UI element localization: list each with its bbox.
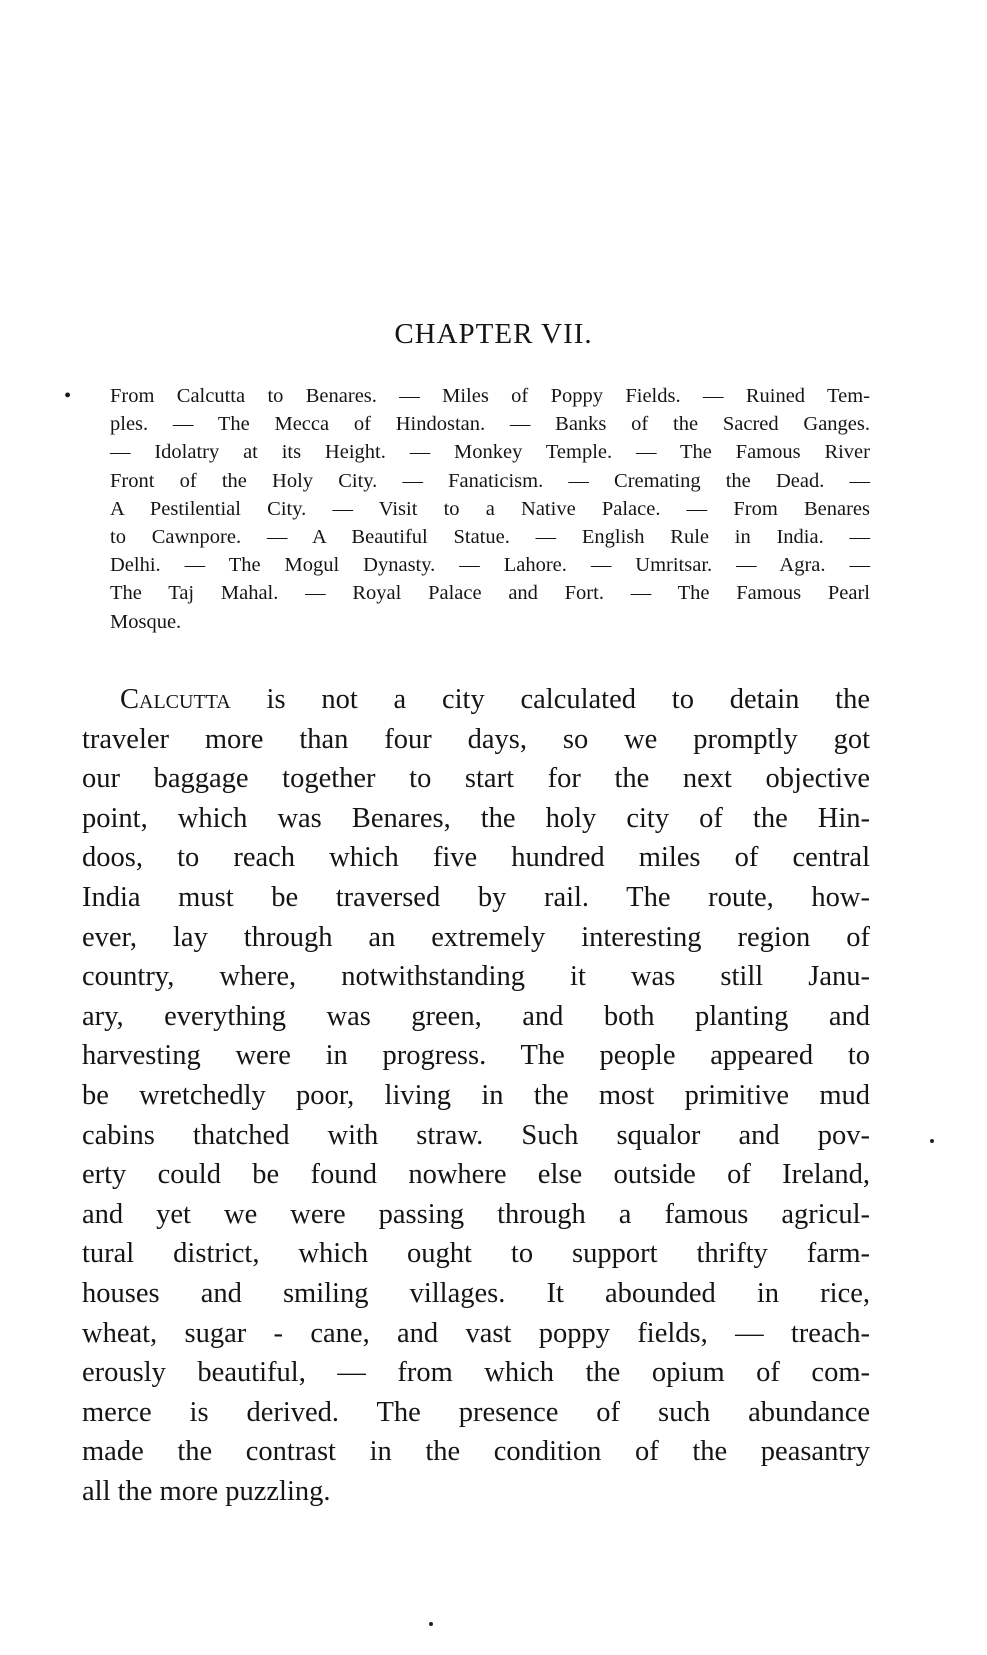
- synopsis-line: Mosque.: [110, 610, 182, 633]
- body-line: made the contrast in the condition of the peasantry: [82, 1436, 870, 1468]
- body-line: ary, everything was green, and both planting and: [82, 1000, 870, 1032]
- body-paragraph: [82, 680, 870, 1511]
- body-line: merce is derived. The presence of such abundance: [82, 1396, 870, 1428]
- body-line: ever, lay through an extremely interesting region of: [82, 921, 870, 953]
- synopsis-bullet: •: [64, 385, 72, 407]
- body-line: houses and smiling villages. It abounded in rice,: [82, 1277, 870, 1309]
- synopsis-line: The Taj Mahal. — Royal Palace and Fort. — The Famous Pearl: [110, 582, 870, 605]
- body-line: be wretchedly poor, living in the most primitive mud: [82, 1079, 870, 1111]
- body-line: point, which was Benares, the holy city of the Hin-: [82, 802, 870, 834]
- margin-speck: [930, 1139, 934, 1143]
- body-line: tural district, which ought to support thrifty farm-: [82, 1238, 870, 1270]
- synopsis-line: to Cawnpore. — A Beautiful Statue. — English Rule in India. —: [110, 526, 870, 549]
- body-line: doos, to reach which five hundred miles of central: [82, 842, 870, 874]
- body-line: wheat, sugar - cane, and vast poppy fields, — treach-: [82, 1317, 870, 1349]
- body-line: harvesting were in progress. The people appeared to: [82, 1040, 870, 1072]
- body-line: erously beautiful, — from which the opium of com-: [82, 1357, 870, 1389]
- body-line: erty could be found nowhere else outside of Ireland,: [82, 1159, 870, 1191]
- body-line: [82, 680, 870, 720]
- synopsis-line: Front of the Holy City. — Fanaticism. — Cremating the Dead. —: [110, 469, 870, 492]
- synopsis-line: — Idolatry at its Height. — Monkey Temple. — The Famous River: [110, 441, 870, 464]
- body-line: and yet we were passing through a famous agricul-: [82, 1198, 870, 1230]
- body-line: our baggage together to start for the next objective: [82, 763, 870, 795]
- first-line-text: is not a city calculated to detain the: [230, 684, 870, 715]
- chapter-synopsis: [64, 382, 870, 636]
- body-line: traveler more than four days, so we promptly got: [82, 723, 870, 755]
- body-line: cabins thatched with straw. Such squalor and pov-: [82, 1119, 870, 1151]
- synopsis-line: ples. — The Mecca of Hindostan. — Banks of the Sacred Ganges.: [110, 413, 870, 436]
- footer-speck: [429, 1622, 433, 1626]
- synopsis-line: Delhi. — The Mogul Dynasty. — Lahore. — Umritsar. — Agra. —: [110, 554, 870, 577]
- body-line: country, where, notwithstanding it was still Janu-: [82, 961, 870, 993]
- body-line: all the more puzzling.: [82, 1475, 331, 1507]
- opening-word: Calcutta: [120, 684, 231, 715]
- chapter-heading: CHAPTER VII.: [394, 318, 593, 350]
- body-line: India must be traversed by rail. The route, how-: [82, 881, 870, 913]
- synopsis-line: From Calcutta to Benares. — Miles of Poppy Fields. — Ruined Tem-: [110, 385, 870, 407]
- synopsis-line: A Pestilential City. — Visit to a Native Palace. — From Benares: [110, 497, 870, 520]
